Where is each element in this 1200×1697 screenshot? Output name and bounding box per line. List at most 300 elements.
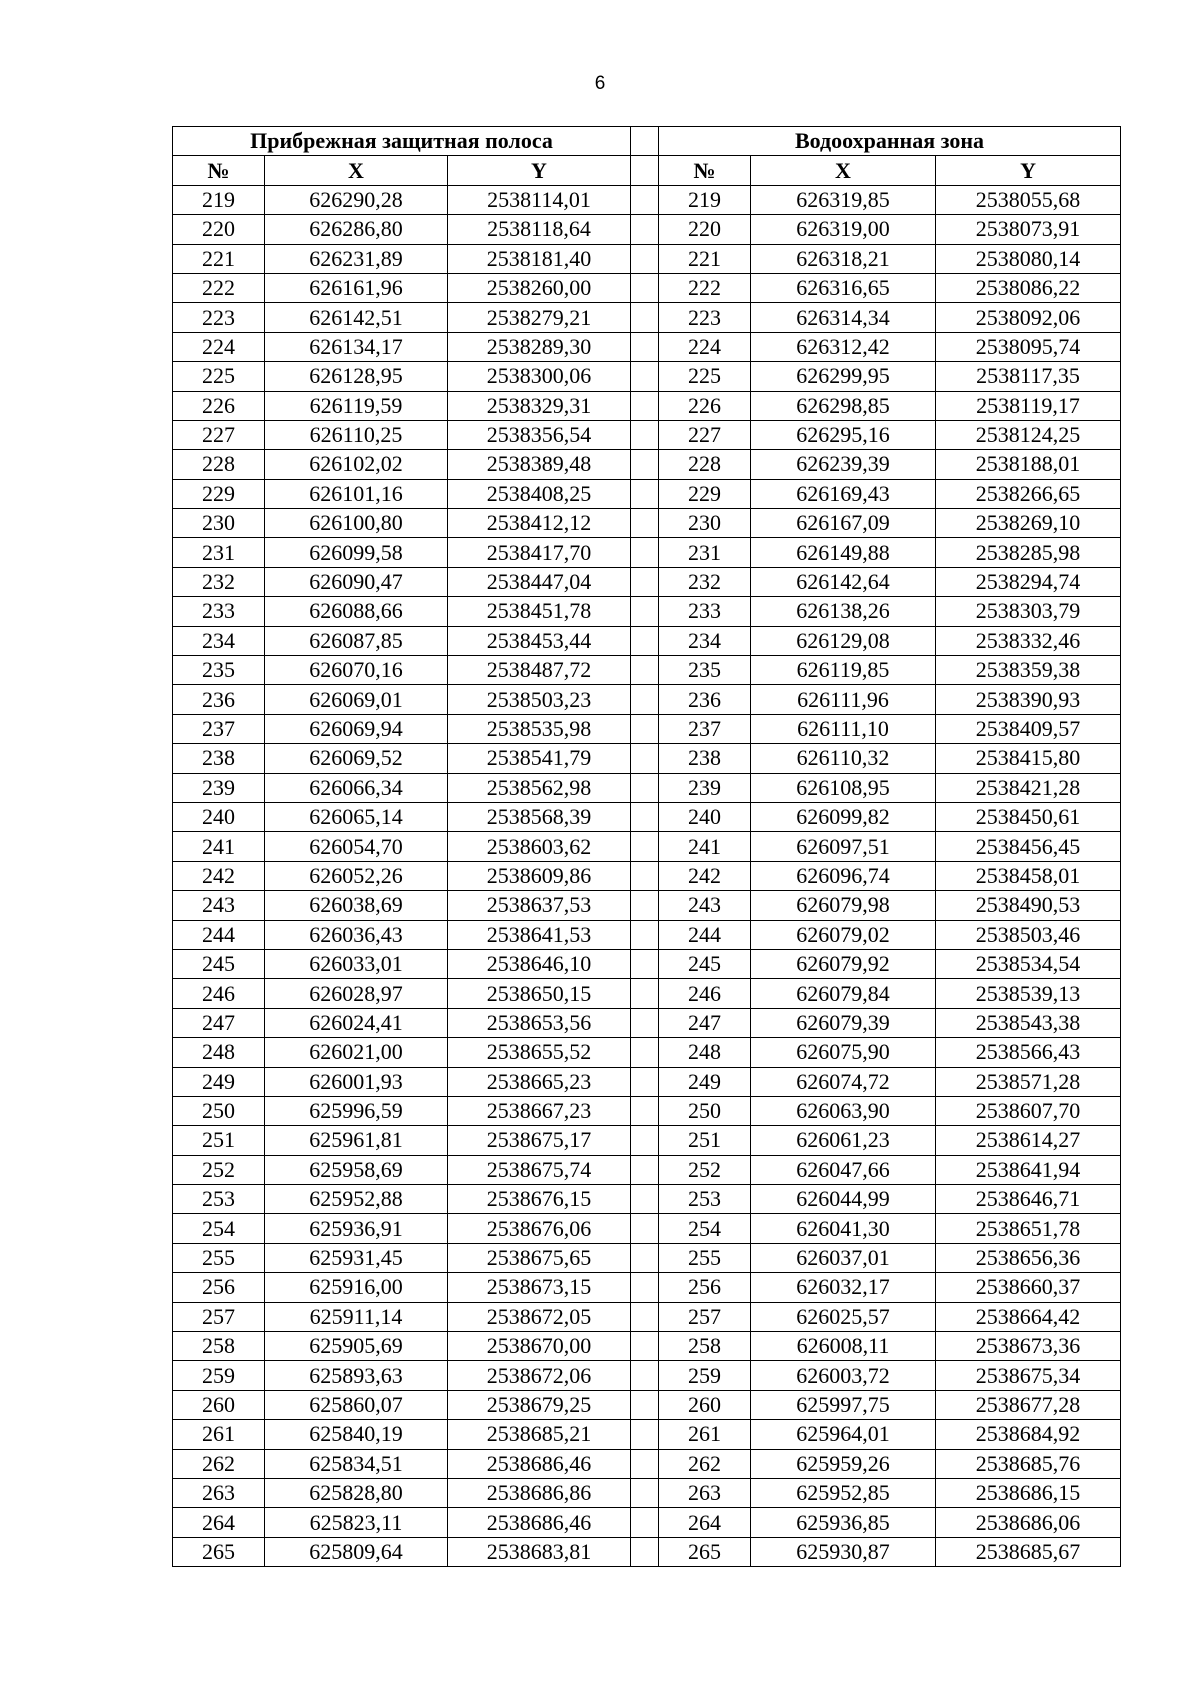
- table-row: [173, 1096, 1121, 1125]
- right-cell-y: 2538686,06: [936, 1508, 1121, 1537]
- column-gap: [631, 1096, 659, 1125]
- column-gap: [631, 597, 659, 626]
- right-cell-number: 242: [659, 861, 751, 890]
- right-cell-y: 2538646,71: [936, 1185, 1121, 1214]
- right-cell-x: 626025,57: [751, 1302, 936, 1331]
- left-cell-x: 626036,43: [265, 920, 448, 949]
- left-cell-y: 2538672,05: [448, 1302, 631, 1331]
- left-cell-y: 2538650,15: [448, 979, 631, 1008]
- left-cell-number: 225: [173, 362, 265, 391]
- right-cell-y: 2538641,94: [936, 1155, 1121, 1184]
- column-gap: [631, 1508, 659, 1537]
- column-gap: [631, 303, 659, 332]
- table-row: [173, 244, 1121, 273]
- right-cell-number: 261: [659, 1420, 751, 1449]
- column-gap: [631, 1214, 659, 1243]
- right-cell-y: 2538686,15: [936, 1478, 1121, 1507]
- right-cell-number: 255: [659, 1243, 751, 1272]
- table-row: [173, 861, 1121, 890]
- right-section-title: Водоохранная зона: [659, 127, 1121, 156]
- table-row: [173, 1420, 1121, 1449]
- column-gap: [631, 1008, 659, 1037]
- right-cell-number: 224: [659, 332, 751, 361]
- column-gap: [631, 1449, 659, 1478]
- right-header-x: X: [751, 156, 936, 185]
- right-cell-y: 2538607,70: [936, 1096, 1121, 1125]
- column-gap: [631, 1390, 659, 1419]
- left-cell-x: 626052,26: [265, 861, 448, 890]
- left-cell-y: 2538670,00: [448, 1332, 631, 1361]
- right-cell-x: 626075,90: [751, 1038, 936, 1067]
- column-gap: [631, 685, 659, 714]
- right-cell-x: 626142,64: [751, 567, 936, 596]
- right-cell-number: 257: [659, 1302, 751, 1331]
- left-cell-number: 244: [173, 920, 265, 949]
- table-row: [173, 1478, 1121, 1507]
- left-cell-number: 257: [173, 1302, 265, 1331]
- left-cell-x: 626087,85: [265, 626, 448, 655]
- table-row: [173, 979, 1121, 1008]
- column-gap: [631, 538, 659, 567]
- right-cell-x: 626079,98: [751, 891, 936, 920]
- right-cell-y: 2538684,92: [936, 1420, 1121, 1449]
- right-cell-x: 626318,21: [751, 244, 936, 273]
- right-cell-y: 2538458,01: [936, 861, 1121, 890]
- right-cell-number: 233: [659, 597, 751, 626]
- left-cell-y: 2538487,72: [448, 656, 631, 685]
- right-cell-number: 265: [659, 1537, 751, 1566]
- right-cell-x: 626044,99: [751, 1185, 936, 1214]
- right-cell-y: 2538677,28: [936, 1390, 1121, 1419]
- right-cell-x: 625952,85: [751, 1478, 936, 1507]
- left-cell-number: 221: [173, 244, 265, 273]
- right-cell-x: 626008,11: [751, 1332, 936, 1361]
- left-cell-x: 626069,01: [265, 685, 448, 714]
- right-cell-number: 225: [659, 362, 751, 391]
- left-cell-x: 626290,28: [265, 185, 448, 214]
- right-cell-x: 626079,02: [751, 920, 936, 949]
- left-cell-number: 220: [173, 215, 265, 244]
- right-cell-x: 625930,87: [751, 1537, 936, 1566]
- left-cell-number: 241: [173, 832, 265, 861]
- left-cell-y: 2538260,00: [448, 273, 631, 302]
- right-cell-x: 626314,34: [751, 303, 936, 332]
- table-row: [173, 1067, 1121, 1096]
- left-cell-x: 626101,16: [265, 479, 448, 508]
- table-row: [173, 273, 1121, 302]
- left-cell-y: 2538289,30: [448, 332, 631, 361]
- right-cell-y: 2538534,54: [936, 949, 1121, 978]
- left-cell-number: 224: [173, 332, 265, 361]
- column-gap: [631, 1185, 659, 1214]
- right-cell-x: 626074,72: [751, 1067, 936, 1096]
- left-cell-number: 262: [173, 1449, 265, 1478]
- left-cell-x: 626069,94: [265, 714, 448, 743]
- table-row: [173, 509, 1121, 538]
- right-cell-y: 2538675,34: [936, 1361, 1121, 1390]
- left-cell-y: 2538686,86: [448, 1478, 631, 1507]
- left-cell-x: 626099,58: [265, 538, 448, 567]
- left-cell-y: 2538646,10: [448, 949, 631, 978]
- right-cell-number: 236: [659, 685, 751, 714]
- left-cell-number: 242: [173, 861, 265, 890]
- table-row: [173, 1390, 1121, 1419]
- left-cell-x: 625996,59: [265, 1096, 448, 1125]
- left-cell-x: 626142,51: [265, 303, 448, 332]
- right-cell-x: 626037,01: [751, 1243, 936, 1272]
- left-cell-number: 263: [173, 1478, 265, 1507]
- right-cell-number: 258: [659, 1332, 751, 1361]
- left-cell-number: 226: [173, 391, 265, 420]
- column-gap: [631, 362, 659, 391]
- left-cell-y: 2538675,65: [448, 1243, 631, 1272]
- table-row: [173, 685, 1121, 714]
- right-cell-y: 2538415,80: [936, 744, 1121, 773]
- table-row: [173, 420, 1121, 449]
- column-gap: [631, 391, 659, 420]
- right-cell-x: 626299,95: [751, 362, 936, 391]
- left-cell-number: 258: [173, 1332, 265, 1361]
- right-cell-x: 626108,95: [751, 773, 936, 802]
- right-cell-x: 626079,92: [751, 949, 936, 978]
- right-cell-number: 248: [659, 1038, 751, 1067]
- table-row: [173, 538, 1121, 567]
- right-cell-number: 238: [659, 744, 751, 773]
- right-cell-number: 229: [659, 479, 751, 508]
- table-row: [173, 1155, 1121, 1184]
- table-row: [173, 626, 1121, 655]
- right-cell-y: 2538285,98: [936, 538, 1121, 567]
- right-cell-number: 260: [659, 1390, 751, 1419]
- right-cell-number: 222: [659, 273, 751, 302]
- left-cell-x: 626100,80: [265, 509, 448, 538]
- right-cell-y: 2538566,43: [936, 1038, 1121, 1067]
- column-gap: [631, 714, 659, 743]
- right-cell-number: 264: [659, 1508, 751, 1537]
- column-gap: [631, 626, 659, 655]
- right-cell-x: 626032,17: [751, 1273, 936, 1302]
- left-cell-x: 625828,80: [265, 1478, 448, 1507]
- right-cell-y: 2538055,68: [936, 185, 1121, 214]
- right-cell-y: 2538456,45: [936, 832, 1121, 861]
- right-cell-y: 2538409,57: [936, 714, 1121, 743]
- section-title-row: [173, 127, 1121, 156]
- column-gap: [631, 420, 659, 449]
- table-row: [173, 215, 1121, 244]
- right-cell-y: 2538294,74: [936, 567, 1121, 596]
- table-row: [173, 391, 1121, 420]
- column-gap: [631, 1038, 659, 1067]
- table-row: [173, 1008, 1121, 1037]
- right-cell-y: 2538390,93: [936, 685, 1121, 714]
- right-cell-x: 626295,16: [751, 420, 936, 449]
- right-cell-number: 235: [659, 656, 751, 685]
- right-cell-y: 2538332,46: [936, 626, 1121, 655]
- table-row: [173, 714, 1121, 743]
- right-cell-y: 2538614,27: [936, 1126, 1121, 1155]
- left-cell-y: 2538356,54: [448, 420, 631, 449]
- left-cell-y: 2538637,53: [448, 891, 631, 920]
- left-header-y: Y: [448, 156, 631, 185]
- column-gap: [631, 949, 659, 978]
- right-cell-y: 2538266,65: [936, 479, 1121, 508]
- left-cell-x: 626161,96: [265, 273, 448, 302]
- right-cell-number: 240: [659, 802, 751, 831]
- left-cell-x: 626102,02: [265, 450, 448, 479]
- table-row: [173, 1243, 1121, 1272]
- left-cell-number: 228: [173, 450, 265, 479]
- left-cell-x: 626231,89: [265, 244, 448, 273]
- right-cell-y: 2538660,37: [936, 1273, 1121, 1302]
- column-gap: [631, 1537, 659, 1566]
- right-cell-y: 2538664,42: [936, 1302, 1121, 1331]
- right-cell-y: 2538269,10: [936, 509, 1121, 538]
- coordinates-table: [172, 126, 1121, 1567]
- column-gap: [631, 509, 659, 538]
- right-cell-number: 220: [659, 215, 751, 244]
- right-cell-y: 2538119,17: [936, 391, 1121, 420]
- left-cell-x: 626066,34: [265, 773, 448, 802]
- right-cell-x: 626111,96: [751, 685, 936, 714]
- right-cell-number: 239: [659, 773, 751, 802]
- right-cell-number: 259: [659, 1361, 751, 1390]
- left-cell-y: 2538603,62: [448, 832, 631, 861]
- left-cell-number: 252: [173, 1155, 265, 1184]
- column-gap: [631, 1478, 659, 1507]
- right-cell-y: 2538490,53: [936, 891, 1121, 920]
- left-cell-y: 2538451,78: [448, 597, 631, 626]
- right-cell-number: 256: [659, 1273, 751, 1302]
- left-cell-number: 223: [173, 303, 265, 332]
- column-gap: [631, 1155, 659, 1184]
- left-cell-x: 626021,00: [265, 1038, 448, 1067]
- right-cell-x: 626096,74: [751, 861, 936, 890]
- left-cell-y: 2538672,06: [448, 1361, 631, 1390]
- table-body: [173, 185, 1121, 1566]
- table-row: [173, 1273, 1121, 1302]
- left-cell-x: 626065,14: [265, 802, 448, 831]
- left-cell-number: 253: [173, 1185, 265, 1214]
- column-gap: [631, 450, 659, 479]
- right-cell-number: 254: [659, 1214, 751, 1243]
- right-cell-x: 626138,26: [751, 597, 936, 626]
- table-row: [173, 1449, 1121, 1478]
- table-row: [173, 303, 1121, 332]
- table-row: [173, 1038, 1121, 1067]
- left-cell-number: 235: [173, 656, 265, 685]
- left-cell-x: 625823,11: [265, 1508, 448, 1537]
- left-cell-x: 626033,01: [265, 949, 448, 978]
- right-cell-number: 262: [659, 1449, 751, 1478]
- left-cell-y: 2538655,52: [448, 1038, 631, 1067]
- right-header-y: Y: [936, 156, 1121, 185]
- table-row: [173, 1214, 1121, 1243]
- column-gap: [631, 479, 659, 508]
- table-row: [173, 1185, 1121, 1214]
- right-cell-x: 626167,09: [751, 509, 936, 538]
- right-cell-x: 625936,85: [751, 1508, 936, 1537]
- right-cell-y: 2538073,91: [936, 215, 1121, 244]
- table-row: [173, 744, 1121, 773]
- left-cell-y: 2538417,70: [448, 538, 631, 567]
- left-cell-number: 246: [173, 979, 265, 1008]
- left-cell-y: 2538279,21: [448, 303, 631, 332]
- left-cell-x: 626286,80: [265, 215, 448, 244]
- left-cell-number: 248: [173, 1038, 265, 1067]
- left-cell-y: 2538667,23: [448, 1096, 631, 1125]
- right-cell-x: 626047,66: [751, 1155, 936, 1184]
- left-cell-y: 2538181,40: [448, 244, 631, 273]
- table-row: [173, 450, 1121, 479]
- left-cell-number: 229: [173, 479, 265, 508]
- table-row: [173, 949, 1121, 978]
- left-cell-y: 2538535,98: [448, 714, 631, 743]
- left-cell-number: 227: [173, 420, 265, 449]
- table-row: [173, 1508, 1121, 1537]
- left-cell-number: 238: [173, 744, 265, 773]
- table-row: [173, 1537, 1121, 1566]
- column-gap: [631, 802, 659, 831]
- column-gap: [631, 979, 659, 1008]
- right-cell-number: 247: [659, 1008, 751, 1037]
- right-cell-y: 2538503,46: [936, 920, 1121, 949]
- left-cell-number: 260: [173, 1390, 265, 1419]
- left-cell-y: 2538541,79: [448, 744, 631, 773]
- table-row: [173, 1332, 1121, 1361]
- right-cell-x: 626129,08: [751, 626, 936, 655]
- left-cell-number: 255: [173, 1243, 265, 1272]
- left-cell-x: 625905,69: [265, 1332, 448, 1361]
- right-cell-number: 243: [659, 891, 751, 920]
- left-cell-x: 626110,25: [265, 420, 448, 449]
- left-cell-x: 626069,52: [265, 744, 448, 773]
- right-cell-y: 2538539,13: [936, 979, 1121, 1008]
- column-gap: [631, 891, 659, 920]
- left-cell-number: 234: [173, 626, 265, 655]
- left-cell-number: 261: [173, 1420, 265, 1449]
- left-cell-number: 219: [173, 185, 265, 214]
- left-cell-y: 2538447,04: [448, 567, 631, 596]
- left-cell-x: 626134,17: [265, 332, 448, 361]
- right-cell-x: 626061,23: [751, 1126, 936, 1155]
- right-cell-number: 244: [659, 920, 751, 949]
- right-cell-x: 625964,01: [751, 1420, 936, 1449]
- column-gap: [631, 273, 659, 302]
- left-cell-y: 2538453,44: [448, 626, 631, 655]
- left-cell-x: 626054,70: [265, 832, 448, 861]
- left-cell-y: 2538653,56: [448, 1008, 631, 1037]
- right-cell-y: 2538359,38: [936, 656, 1121, 685]
- left-cell-x: 625958,69: [265, 1155, 448, 1184]
- right-cell-number: 219: [659, 185, 751, 214]
- column-gap: [631, 127, 659, 156]
- left-cell-number: 240: [173, 802, 265, 831]
- right-cell-x: 626149,88: [751, 538, 936, 567]
- left-cell-number: 232: [173, 567, 265, 596]
- left-cell-number: 233: [173, 597, 265, 626]
- right-cell-x: 626319,85: [751, 185, 936, 214]
- left-cell-y: 2538686,46: [448, 1449, 631, 1478]
- left-cell-number: 245: [173, 949, 265, 978]
- right-cell-x: 626003,72: [751, 1361, 936, 1390]
- left-cell-y: 2538675,17: [448, 1126, 631, 1155]
- right-cell-x: 626119,85: [751, 656, 936, 685]
- left-cell-y: 2538329,31: [448, 391, 631, 420]
- column-gap: [631, 215, 659, 244]
- right-cell-x: 626298,85: [751, 391, 936, 420]
- left-cell-y: 2538408,25: [448, 479, 631, 508]
- right-cell-y: 2538685,76: [936, 1449, 1121, 1478]
- right-cell-number: 263: [659, 1478, 751, 1507]
- column-gap: [631, 744, 659, 773]
- right-cell-x: 626110,32: [751, 744, 936, 773]
- left-cell-number: 256: [173, 1273, 265, 1302]
- left-cell-y: 2538676,06: [448, 1214, 631, 1243]
- right-cell-y: 2538095,74: [936, 332, 1121, 361]
- left-cell-number: 239: [173, 773, 265, 802]
- table-row: [173, 479, 1121, 508]
- column-gap: [631, 861, 659, 890]
- left-cell-number: 254: [173, 1214, 265, 1243]
- right-cell-y: 2538421,28: [936, 773, 1121, 802]
- column-gap: [631, 156, 659, 185]
- right-cell-x: 626239,39: [751, 450, 936, 479]
- left-header-number: №: [173, 156, 265, 185]
- left-cell-y: 2538503,23: [448, 685, 631, 714]
- right-header-number: №: [659, 156, 751, 185]
- left-section-title: Прибрежная защитная полоса: [173, 127, 631, 156]
- column-gap: [631, 1420, 659, 1449]
- right-cell-number: 246: [659, 979, 751, 1008]
- column-gap: [631, 244, 659, 273]
- left-cell-x: 625952,88: [265, 1185, 448, 1214]
- table-row: [173, 1302, 1121, 1331]
- right-cell-x: 626169,43: [751, 479, 936, 508]
- left-cell-x: 626024,41: [265, 1008, 448, 1037]
- table-row: [173, 185, 1121, 214]
- right-cell-number: 231: [659, 538, 751, 567]
- right-cell-number: 237: [659, 714, 751, 743]
- right-cell-x: 625997,75: [751, 1390, 936, 1419]
- left-cell-number: 243: [173, 891, 265, 920]
- left-cell-number: 259: [173, 1361, 265, 1390]
- column-gap: [631, 1361, 659, 1390]
- right-cell-x: 626063,90: [751, 1096, 936, 1125]
- left-cell-number: 231: [173, 538, 265, 567]
- table-row: [173, 656, 1121, 685]
- right-cell-number: 234: [659, 626, 751, 655]
- right-cell-number: 230: [659, 509, 751, 538]
- right-cell-y: 2538450,61: [936, 802, 1121, 831]
- column-gap: [631, 656, 659, 685]
- right-cell-x: 626319,00: [751, 215, 936, 244]
- left-cell-x: 625916,00: [265, 1273, 448, 1302]
- right-cell-number: 227: [659, 420, 751, 449]
- table-row: [173, 597, 1121, 626]
- left-cell-number: 250: [173, 1096, 265, 1125]
- left-cell-x: 626028,97: [265, 979, 448, 1008]
- left-cell-x: 626088,66: [265, 597, 448, 626]
- right-cell-number: 232: [659, 567, 751, 596]
- right-cell-y: 2538571,28: [936, 1067, 1121, 1096]
- right-cell-x: 625959,26: [751, 1449, 936, 1478]
- column-gap: [631, 920, 659, 949]
- left-cell-y: 2538686,46: [448, 1508, 631, 1537]
- left-cell-y: 2538118,64: [448, 215, 631, 244]
- left-cell-x: 626038,69: [265, 891, 448, 920]
- left-cell-y: 2538389,48: [448, 450, 631, 479]
- table-row: [173, 832, 1121, 861]
